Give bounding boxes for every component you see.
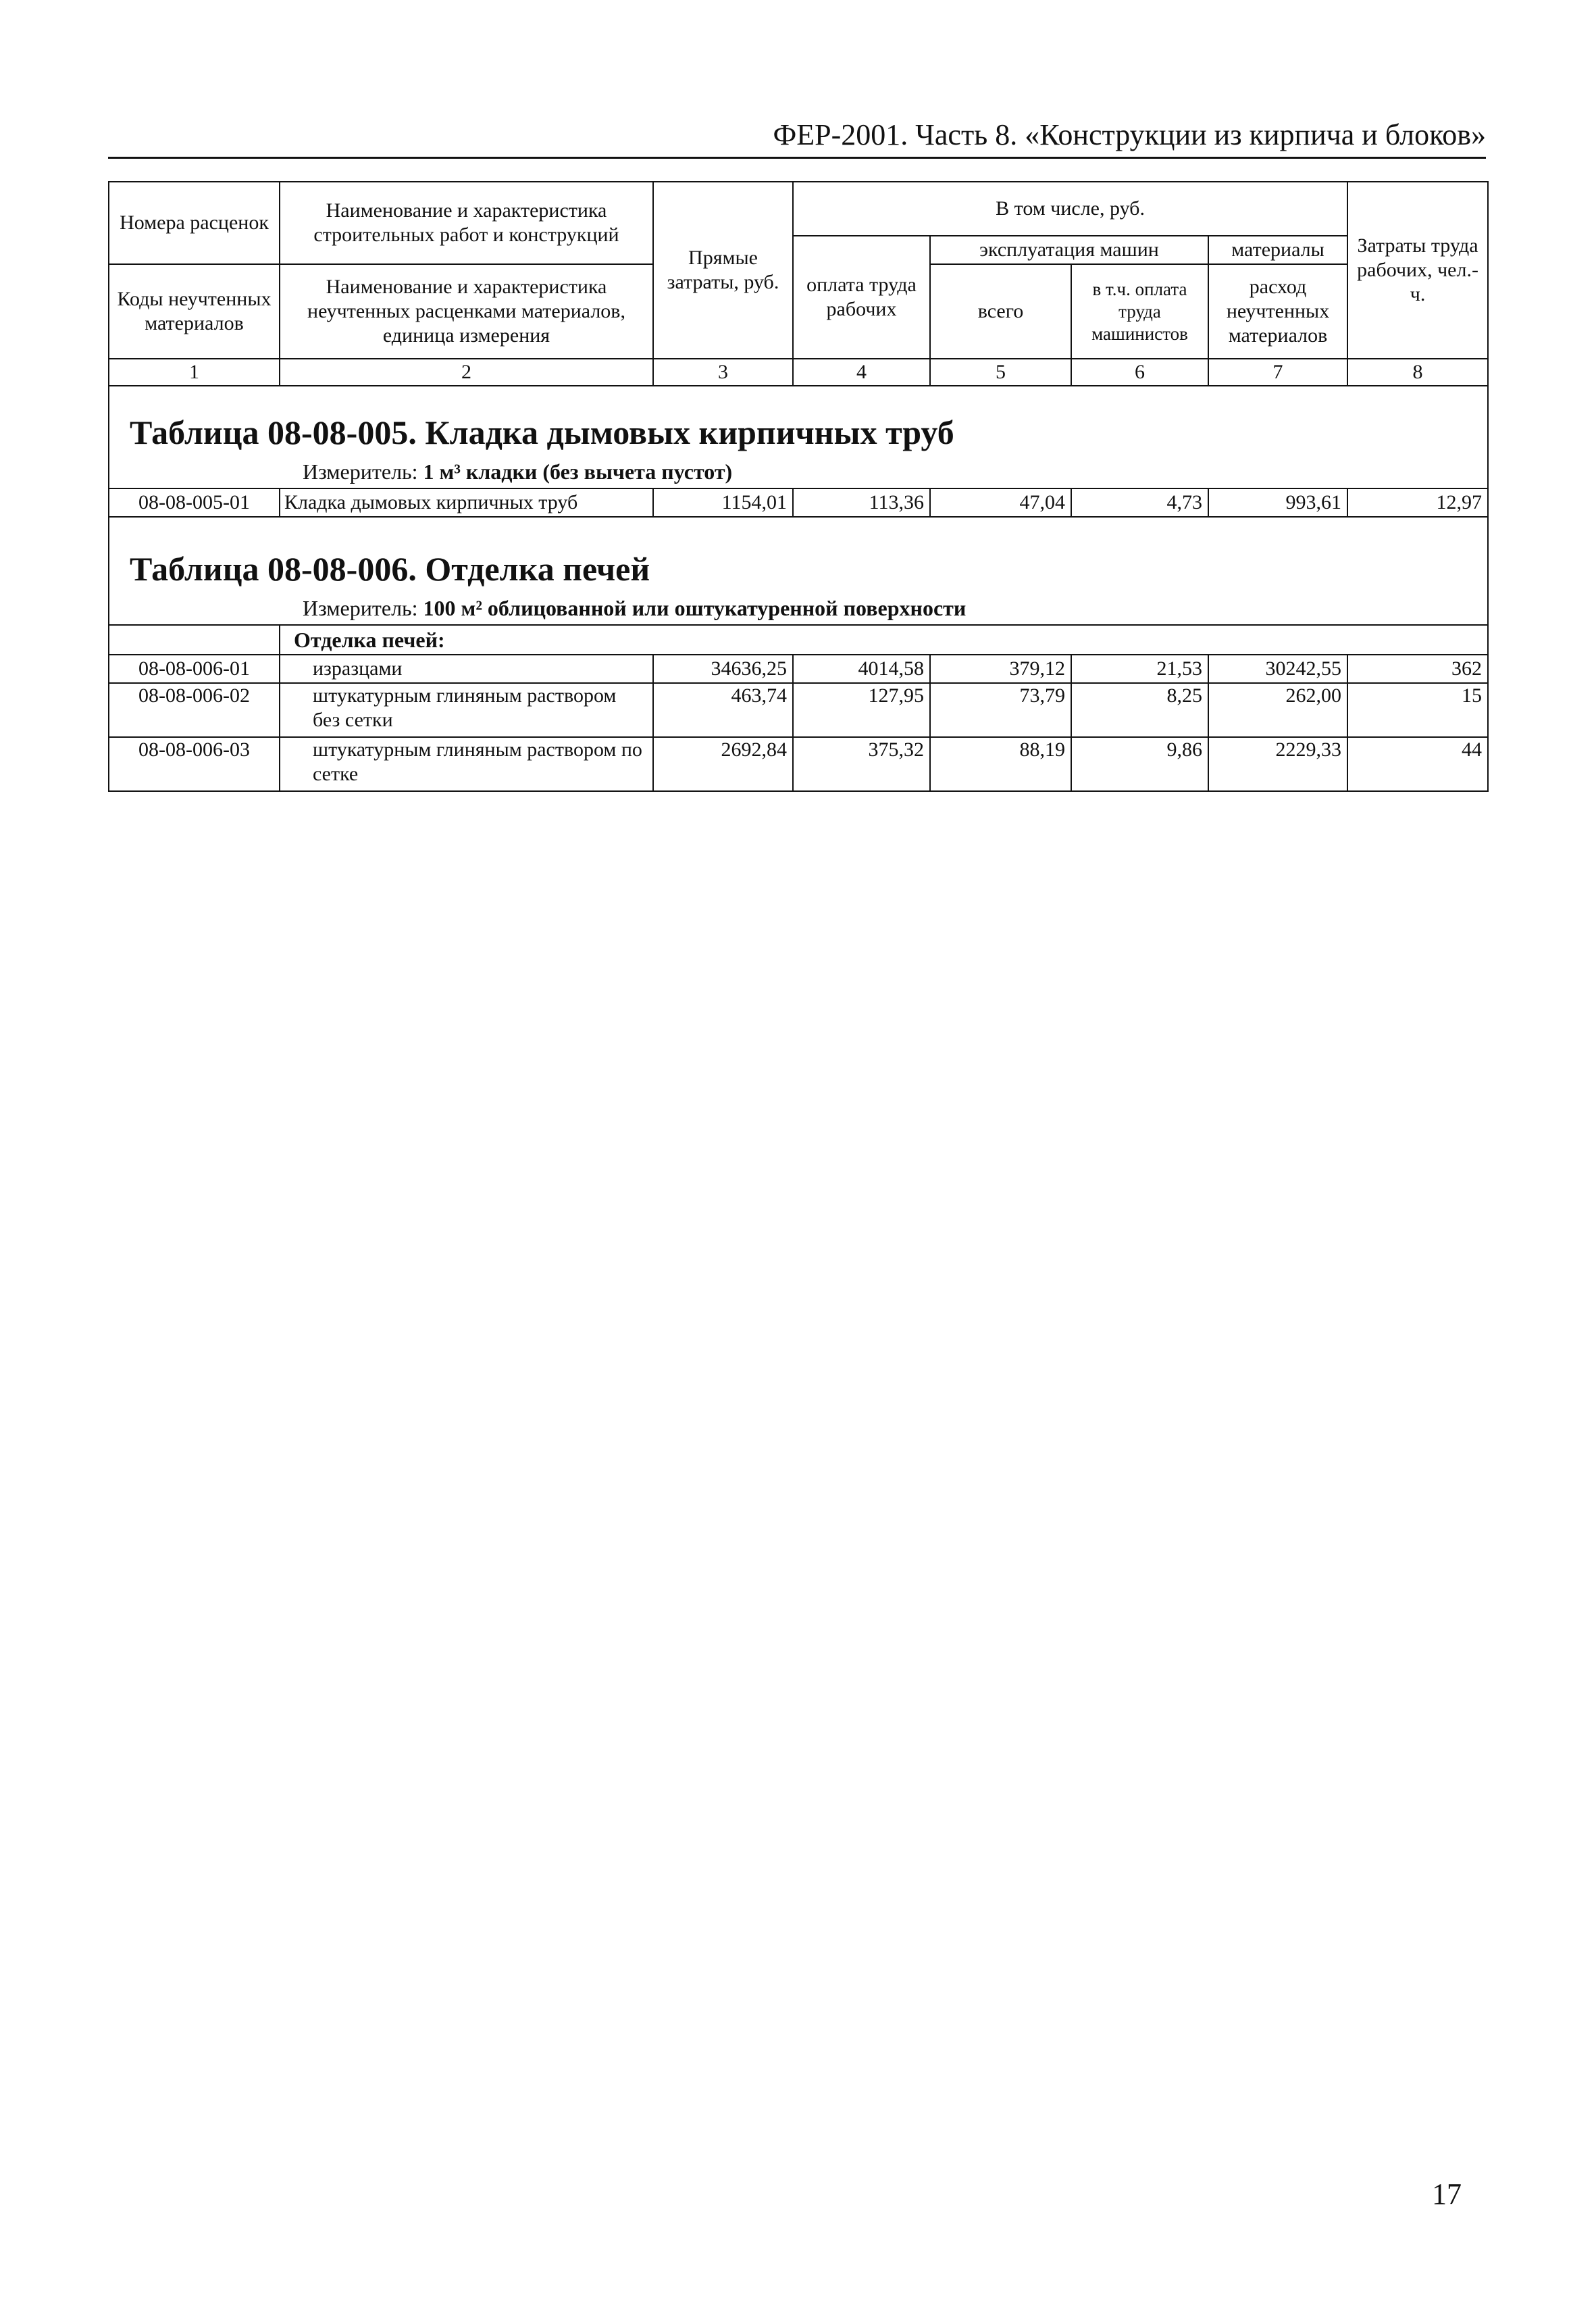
measure-unit: Измеритель: 1 м³ кладки (без вычета пустот) [303,459,733,484]
table-006-heading [109,517,1488,625]
table-row [109,655,1488,683]
subheading-row [109,625,1488,655]
materials-cost: 30242,55 [1208,655,1347,683]
col-number: 4 [793,359,930,386]
running-title: ФЕР-2001. Часть 8. «Конструкции из кирпича и блоков» [773,118,1486,151]
machines-total: 88,19 [930,737,1071,791]
page-number: 17 [1432,2178,1462,2211]
work-name: штукатурным глиняным раствором по сетке [280,737,653,791]
labor-wages: 113,36 [793,488,930,517]
materials-cost: 2229,33 [1208,737,1347,791]
group-including-header: В том числе, руб. [793,182,1347,236]
direct-costs: 463,74 [653,683,793,737]
subheading: Отделка печей: [280,625,1488,655]
materials-cost: 262,00 [1208,683,1347,737]
direct-costs: 1154,01 [653,488,793,517]
rate-code: 08-08-006-01 [109,655,280,683]
col-number: 7 [1208,359,1347,386]
col6-header: в т.ч. оплата труда машинистов [1071,264,1208,359]
col-number: 3 [653,359,793,386]
col-number: 5 [930,359,1071,386]
work-name: изразцами [280,655,653,683]
labor-wages: 127,95 [793,683,930,737]
materials-cost: 993,61 [1208,488,1347,517]
group-materials-header: материалы [1208,236,1347,264]
table-005-heading [109,386,1488,488]
table-title: Таблица 08-08-006. Отделка печей [130,550,650,588]
col8-header: Затраты труда рабочих, чел.-ч. [1347,182,1488,359]
header-rule [108,157,1486,159]
col4-header: оплата труда рабочих [793,236,930,359]
rate-code: 08-08-006-02 [109,683,280,737]
direct-costs: 34636,25 [653,655,793,683]
measure-unit: Измеритель: 100 м² облицованной или оштукатуренной поверхности [303,596,967,620]
col-number: 6 [1071,359,1208,386]
machinist-wages: 21,53 [1071,655,1208,683]
machines-total: 73,79 [930,683,1071,737]
labor-wages: 375,32 [793,737,930,791]
col3-header: Прямые затраты, руб. [653,182,793,359]
machinist-wages: 4,73 [1071,488,1208,517]
rate-code: 08-08-006-03 [109,737,280,791]
col2-header-top: Наименование и характеристика строительных работ и конструкций [280,182,653,264]
table-row [109,488,1488,517]
col-number: 2 [280,359,653,386]
labor-hours: 44 [1347,737,1488,791]
labor-wages: 4014,58 [793,655,930,683]
labor-hours: 12,97 [1347,488,1488,517]
direct-costs: 2692,84 [653,737,793,791]
column-numbers-row [109,359,1488,386]
col7-header: расход неучтенных материалов [1208,264,1347,359]
machines-total: 47,04 [930,488,1071,517]
rate-code: 08-08-005-01 [109,488,280,517]
rates-table [108,181,1489,792]
table-row [109,737,1488,791]
labor-hours: 362 [1347,655,1488,683]
machinist-wages: 9,86 [1071,737,1208,791]
group-machines-header: эксплуатация машин [930,236,1208,264]
col1-header-top: Номера расценок [109,182,280,264]
col1-header-bottom: Коды неучтенных материалов [109,264,280,359]
work-name: штукатурным глиняным раствором без сетки [280,683,653,737]
table-title: Таблица 08-08-005. Кладка дымовых кирпичных труб [130,413,954,451]
col2-header-bottom: Наименование и характеристика неучтенных расценками материалов, единица измерения [280,264,653,359]
machines-total: 379,12 [930,655,1071,683]
col5-header: всего [930,264,1071,359]
table-row [109,683,1488,737]
col-number: 1 [109,359,280,386]
work-name: Кладка дымовых кирпичных труб [280,488,653,517]
col-number: 8 [1347,359,1488,386]
labor-hours: 15 [1347,683,1488,737]
machinist-wages: 8,25 [1071,683,1208,737]
